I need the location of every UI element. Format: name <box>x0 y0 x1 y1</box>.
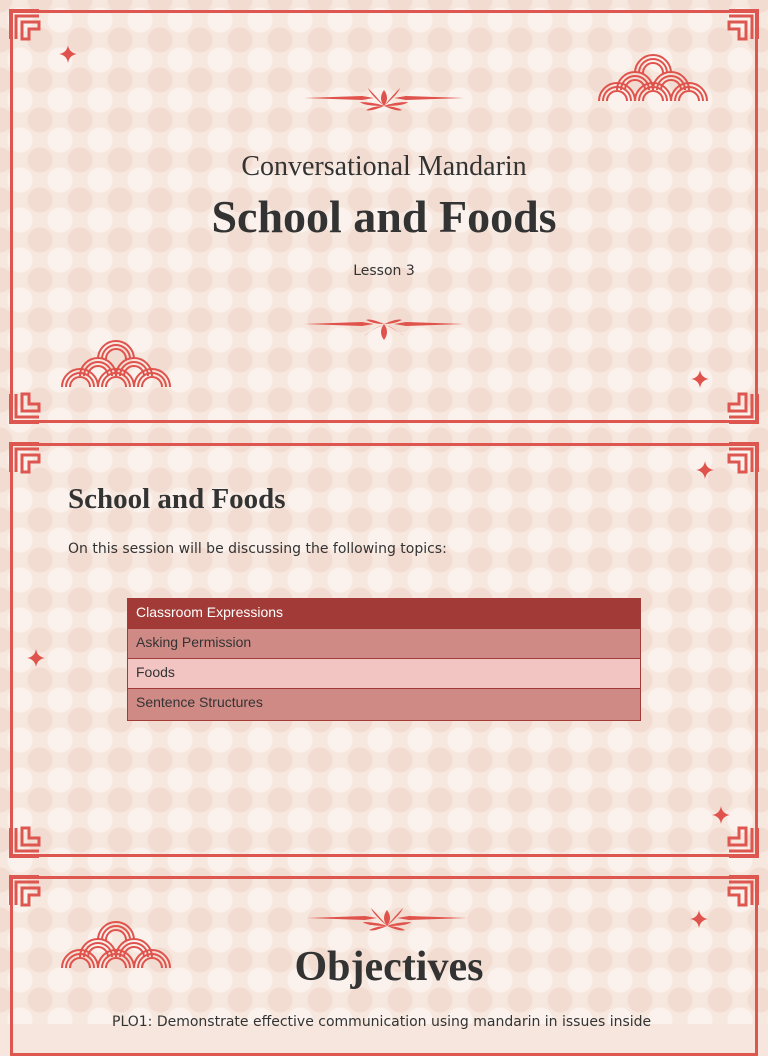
corner-fret-icon <box>727 392 759 424</box>
slide-title <box>0 0 768 430</box>
corner-fret-icon <box>727 442 759 474</box>
corner-fret-icon <box>727 826 759 858</box>
topic-row: Classroom Expressions <box>128 599 640 629</box>
objective-item: PLO1: Demonstrate effective communication using mandarin in issues inside <box>112 1014 652 1030</box>
sparkle-icon <box>26 648 46 668</box>
corner-fret-icon <box>9 826 41 858</box>
topics-table <box>127 598 641 721</box>
sparkle-icon <box>58 44 78 64</box>
sparkle-icon <box>695 460 715 480</box>
topic-row: Sentence Structures <box>128 689 640 720</box>
sparkle-icon <box>711 805 731 825</box>
objectives-heading: Objectives <box>294 944 484 990</box>
cloud-wave-icon <box>596 43 710 103</box>
slide-title-heading: School and Foods <box>211 191 557 242</box>
topic-row: Asking Permission <box>128 629 640 659</box>
sparkle-icon <box>690 369 710 389</box>
topic-row: Foods <box>128 659 640 689</box>
lotus-divider-icon <box>304 86 464 112</box>
topics-intro: On this session will be discussing the following topics: <box>68 541 447 557</box>
corner-fret-icon <box>727 9 759 41</box>
cloud-wave-icon <box>59 329 173 389</box>
course-subtitle: Conversational Mandarin <box>241 151 527 182</box>
lesson-label: Lesson 3 <box>353 263 415 279</box>
corner-fret-icon <box>9 875 41 907</box>
corner-fret-icon <box>9 392 41 424</box>
lotus-divider-icon <box>304 316 464 346</box>
corner-fret-icon <box>727 875 759 907</box>
lotus-divider-icon <box>307 906 467 932</box>
topics-heading: School and Foods <box>68 483 286 515</box>
corner-fret-icon <box>9 9 41 41</box>
corner-fret-icon <box>9 442 41 474</box>
sparkle-icon <box>689 909 709 929</box>
